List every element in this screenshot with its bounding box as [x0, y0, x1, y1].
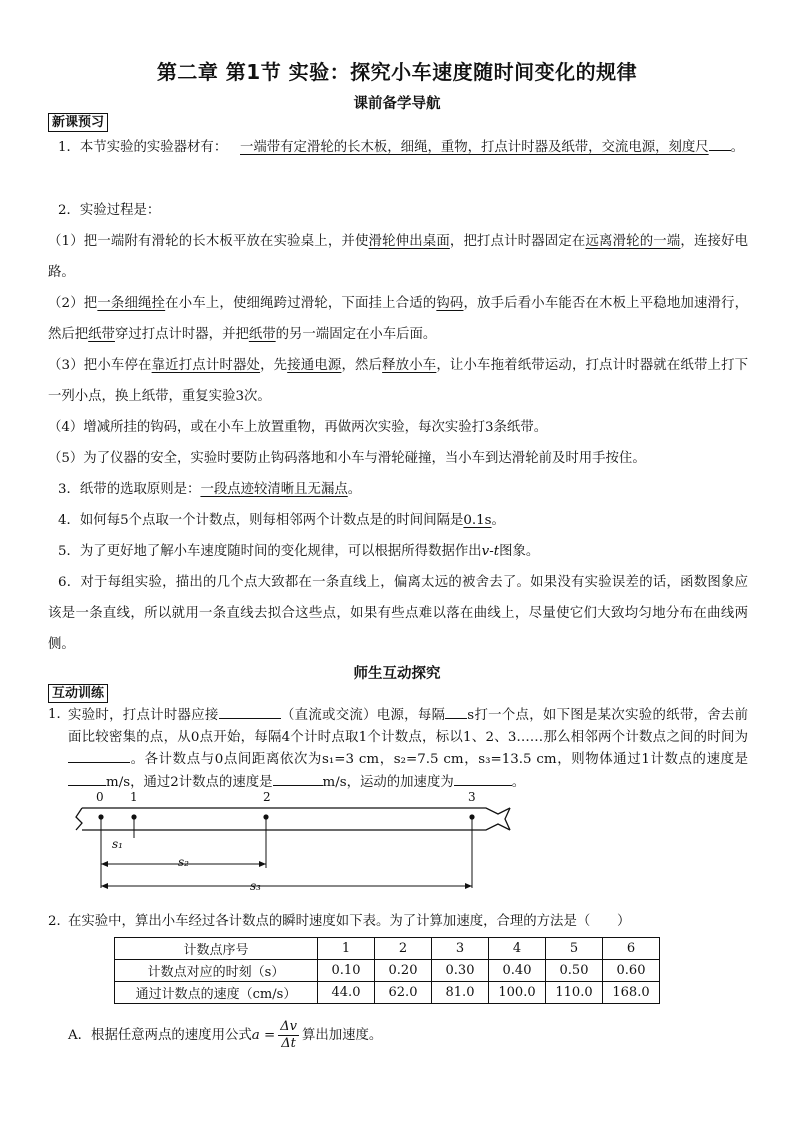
tape-edges — [82, 808, 510, 830]
step-1-answer-2: 远离滑轮的一端 — [585, 234, 681, 249]
table-cell: 1 — [318, 938, 375, 960]
step-3-answer-2: 接通电源 — [287, 358, 342, 373]
answer-blank — [219, 704, 281, 719]
page-title: 第二章 第1节 实验：探究小车速度随时间变化的规律 — [156, 60, 638, 84]
table-cell: 5 — [546, 938, 603, 960]
step-2-answer-3: 纸带 — [88, 327, 115, 342]
pre-item-4 — [48, 505, 748, 536]
answer-blank — [445, 704, 467, 719]
answer-blank — [68, 748, 130, 763]
s3-label: s₃ — [250, 879, 261, 893]
fraction-denominator: Δt — [281, 1036, 296, 1051]
fraction-numerator: Δv — [280, 1019, 297, 1034]
step-3-text-d: ，让小车拖着纸带运动，打点计时器就在纸带上打下一列小点，换上纸带，重复实验3次。 — [48, 358, 749, 404]
table-header-cell: 计数点对应的时刻（s） — [115, 960, 318, 982]
step-2-text-c: ，放手后看小车能否在木板上平稳地加速滑行，然后把 — [48, 296, 749, 342]
table-cell: 168.0 — [603, 982, 660, 1004]
box-label-new-lesson: 新课预习 — [48, 113, 108, 132]
tape-torn-left — [76, 808, 82, 830]
pre-item-5-text: 5．为了更好地了解小车速度随时间的变化规律，可以根据所得数据作出 — [58, 544, 482, 559]
table-cell: 62.0 — [375, 982, 432, 1004]
table-cell: 100.0 — [489, 982, 546, 1004]
tape-point-label-3: 3 — [468, 790, 476, 804]
q1-text-6: m/s，通过2计数点的速度是 — [106, 774, 273, 790]
pre-item-4-answer: 0.1s — [463, 513, 492, 528]
table-cell: 44.0 — [318, 982, 375, 1004]
step-1-text-a: （1）把一端附有滑轮的长木板平放在实验桌上，并使 — [48, 234, 369, 249]
pre-item-3-answer: 一段点迹较清晰且无漏点 — [200, 482, 348, 497]
q1-s3-value: s₃=13.5 cm， — [478, 752, 572, 767]
tape-point-label-1: 1 — [130, 790, 138, 804]
q1-text-5: 则物体通过1计数点的速度是 — [571, 752, 748, 767]
step-3 — [48, 350, 748, 412]
step-2-text-b: 在小车上，使细绳跨过滑轮，下面挂上合适的 — [165, 296, 437, 311]
s2-label: s₂ — [178, 855, 189, 869]
section-title-interaction: 师生互动探究 — [353, 666, 441, 682]
velocity-data-table — [114, 937, 660, 1004]
question-2-text: 在实验中，算出小车经过各计数点的瞬时速度如下表。为了计算加速度，合理的方法是（ ） — [68, 914, 631, 929]
q1-text-4: 。各计数点与0点间距离依次为 — [130, 752, 323, 767]
s1-label: s₁ — [112, 837, 123, 851]
answer-blank — [273, 771, 323, 786]
table-cell: 0.60 — [603, 960, 660, 982]
step-1 — [48, 226, 748, 288]
step-3-answer-3: 释放小车 — [382, 358, 437, 373]
q1-text-8: 。 — [511, 774, 526, 790]
table-header-cell: 通过计数点的速度（cm/s） — [115, 982, 318, 1004]
tape-torn-right — [505, 808, 510, 830]
pre-item-2: 2．实验过程是： — [58, 203, 161, 218]
s3-arrow-left — [101, 883, 108, 889]
question-2 — [48, 911, 748, 933]
question-1 — [48, 704, 748, 793]
pre-item-3 — [48, 474, 748, 505]
question-1-body — [68, 704, 748, 793]
step-3-text-c: ，然后 — [341, 358, 383, 373]
pre-item-1-answer: 一端带有定滑轮的长木板，细绳，重物，打点计时器及纸带，交流电源，刻度尺 — [240, 140, 709, 155]
table-row — [115, 938, 660, 960]
step-3-text-b: ，先 — [260, 358, 288, 373]
step-4: （4）增减所挂的钩码，或在小车上放置重物，再做两次实验，每次实验打3条纸带。 — [48, 420, 548, 435]
q1-text-2: （直流或交流）电源，每隔 — [280, 708, 446, 723]
q1-text-3: s打一个点，如下图是某次实验的纸带，舍去前面比较密集的点，从0点开始，每隔4个计时点取1个计数点，标以1、2、3……那么相邻两个计数点之间的时间为 — [68, 708, 749, 745]
q1-s1-value: s₁=3 cm， — [322, 752, 394, 767]
step-2-text-d: 穿过打点计时器，并把 — [114, 327, 249, 342]
q1-text-7: m/s，运动的加速度为 — [322, 774, 454, 790]
pre-item-5-vt: v-t — [481, 544, 500, 559]
step-2-answer-4: 纸带 — [248, 327, 276, 342]
step-3-text-a: （3）把小车停在 — [48, 358, 152, 373]
table-cell: 0.20 — [375, 960, 432, 982]
formula-equals: = — [264, 1028, 276, 1043]
tape-point-label-2: 2 — [263, 790, 271, 804]
table-row — [115, 982, 660, 1004]
table-cell: 0.10 — [318, 960, 375, 982]
answer-blank — [68, 771, 106, 786]
table-cell: 4 — [489, 938, 546, 960]
pre-item-3-text: 3．纸带的选取原则是： — [58, 482, 201, 497]
question-2-number: 2． — [48, 914, 70, 929]
table-cell: 3 — [432, 938, 489, 960]
blank-line — [709, 138, 731, 151]
table-cell: 0.50 — [546, 960, 603, 982]
paper-tape-figure — [68, 786, 518, 898]
step-2-text-e: 的另一端固定在小车后面。 — [275, 327, 437, 342]
table-cell: 81.0 — [432, 982, 489, 1004]
step-2-answer-2: 钩码 — [436, 296, 464, 311]
step-1-text-c: ，连接好电路。 — [48, 234, 749, 280]
box-label-interactive-training: 互动训练 — [48, 684, 108, 703]
step-1-answer-1: 滑轮伸出桌面 — [368, 234, 450, 249]
step-2 — [48, 288, 748, 350]
pre-item-5-end: 图象。 — [499, 544, 540, 559]
table-cell: 6 — [603, 938, 660, 960]
pre-item-3-end: 。 — [347, 482, 362, 497]
table-row — [115, 960, 660, 982]
pre-item-4-end: 。 — [491, 513, 505, 528]
table-cell: 0.30 — [432, 960, 489, 982]
answer-blank — [454, 771, 512, 786]
pre-item-6: 6．对于每组实验，描出的几个点大致都在一条直线上，偏离太远的被舍去了。如果没有实验误差的话，函数图象应该是一条直线，所以就用一条直线去拟合这些点，如果有些点难以落在曲线上，尽量使它们大致均匀地分布在曲线两侧。 — [48, 575, 748, 652]
section-title-preview: 课前备学导航 — [353, 96, 441, 112]
pre-item-4-text: 4．如何每5个点取一个计数点，则每相邻两个计数点是的时间间隔是 — [58, 513, 464, 528]
table-header-cell: 计数点序号 — [115, 938, 318, 960]
table-cell: 110.0 — [546, 982, 603, 1004]
table-cell: 0.40 — [489, 960, 546, 982]
s2-arrow-left — [101, 861, 108, 867]
pre-item-1-text: 1．本节实验的实验器材有： — [58, 140, 228, 155]
option-a-text: A．根据任意两点的速度用公式 — [68, 1028, 252, 1043]
step-5: （5）为了仪器的安全，实验时要防止钩码落地和小车与滑轮碰撞，当小车到达滑轮前及时用手按住。 — [48, 451, 646, 466]
tape-point-label-0: 0 — [96, 790, 104, 804]
step-2-text-a: （2）把 — [48, 296, 98, 311]
option-a-end: 算出加速度。 — [301, 1028, 383, 1043]
step-2-answer-1: 一条细绳拴 — [97, 296, 166, 311]
s2-arrow-right — [259, 861, 266, 867]
step-1-text-b: ，把打点计时器固定在 — [449, 234, 586, 249]
formula-variable-a: a — [251, 1028, 260, 1043]
pre-item-1-end: 。 — [730, 140, 745, 155]
table-cell: 2 — [375, 938, 432, 960]
option-a — [68, 1016, 382, 1056]
pre-item-1 — [48, 132, 748, 163]
q1-text-1: 实验时，打点计时器应接 — [68, 708, 219, 723]
formula-fraction — [278, 1019, 299, 1052]
s3-arrow-right — [465, 883, 472, 889]
question-1-number: 1． — [48, 707, 70, 722]
q1-s2-value: s₂=7.5 cm， — [393, 752, 479, 767]
pre-item-5 — [48, 536, 748, 567]
step-3-answer-1: 靠近打点计时器处 — [151, 358, 261, 373]
